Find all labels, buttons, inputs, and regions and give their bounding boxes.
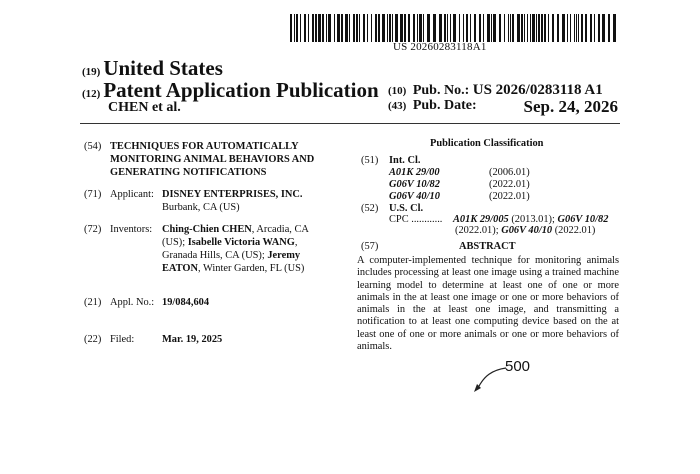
applicant-name: DISNEY ENTERPRISES, INC. [162, 189, 303, 200]
country-name: United States [103, 56, 223, 80]
filed-date: Mar. 19, 2025 [162, 334, 223, 345]
cpc-date: (2013.01); [508, 214, 558, 225]
reference-arrow [470, 364, 510, 394]
doc-type: Patent Application Publication [103, 78, 379, 102]
applicant-short: CHEN et al. [108, 100, 181, 115]
cpc-class: G06V 10/82 [557, 214, 609, 225]
inventor-location: , Granada Hills, CA (US); [162, 237, 298, 261]
country-code: (19) [82, 66, 101, 78]
intcl-date: (2006.01) [489, 167, 530, 178]
inventor-location: , Winter Garden, FL (US) [198, 263, 305, 274]
pub-no-code: (10) [388, 85, 407, 97]
abstract-heading: ABSTRACT [459, 241, 516, 252]
cpc-label: CPC ............ [389, 214, 443, 225]
intcl-date: (2022.01) [489, 179, 530, 190]
inventor-name: Ching-Chien CHEN [162, 224, 252, 235]
appl-code: (21) [84, 297, 102, 308]
inventors-list [162, 223, 332, 275]
inventor-name: Isabelle Victoria WANG [187, 237, 295, 248]
classification-heading: Publication Classification [430, 138, 544, 149]
appl-label: Appl. No.: [110, 297, 155, 308]
intcl-date: (2022.01) [489, 191, 530, 202]
abstract-text: A computer-implemented technique for monitoring animals includes processing at least one image using a trained machine learning model to determine at least one of one or more animals in the at least one image or one or more behaviors of animals in the at least one image, and transmitting a notification to at least one computing device based on the at least one of one or more animals or one or more behaviors of animals. [357, 255, 619, 353]
intcl-class: A01K 29/00 [389, 167, 440, 178]
header-divider [80, 123, 620, 124]
intcl-class: G06V 40/10 [389, 191, 440, 202]
barcode-number: US 20260283118A1 [393, 41, 487, 53]
filed-label: Filed: [110, 334, 135, 345]
pub-date-label: Pub. Date: [412, 98, 477, 113]
applicant-location: Burbank, CA (US) [162, 202, 240, 213]
pub-date-code: (43) [388, 100, 407, 112]
appl-number: 19/084,604 [162, 297, 210, 308]
barcode [290, 14, 616, 42]
doc-type-code: (12) [82, 88, 101, 100]
uscl-code: (52) [361, 203, 379, 214]
cpc-line-2 [455, 225, 623, 237]
applicant-code: (71) [84, 189, 102, 200]
cpc-class: A01K 29/005 [453, 214, 509, 225]
inventor-name: Jeremy EATON [162, 250, 301, 274]
inventor-location: , Arcadia, CA (US); [162, 224, 309, 248]
intcl-class: G06V 10/82 [389, 179, 440, 190]
inventors-label: Inventors: [110, 224, 153, 235]
filed-code: (22) [84, 334, 102, 345]
invention-title: TECHNIQUES FOR AUTOMATICALLY MONITORING ANIMAL BEHAVIORS AND GENERATING NOTIFICATIONS [110, 141, 315, 178]
pub-date-line [388, 98, 618, 114]
title-code: (54) [84, 141, 102, 152]
abstract-code: (57) [361, 241, 379, 252]
uscl-label: U.S. Cl. [389, 203, 424, 214]
pub-no-label: Pub. No.: [412, 83, 470, 98]
intcl-label: Int. Cl. [389, 155, 421, 166]
intcl-code: (51) [361, 155, 379, 166]
reference-numeral: 500 [505, 358, 531, 375]
pub-no-value: US 2026/0283118 A1 [472, 82, 603, 98]
cpc-date: (2022.01); [455, 225, 502, 236]
applicant-label: Applicant: [110, 189, 154, 200]
inventors-code: (72) [84, 224, 102, 235]
cpc-class: G06V 40/10 [501, 225, 553, 236]
cpc-date: (2022.01) [552, 225, 596, 236]
pub-date-value: Sep. 24, 2026 [523, 97, 618, 116]
